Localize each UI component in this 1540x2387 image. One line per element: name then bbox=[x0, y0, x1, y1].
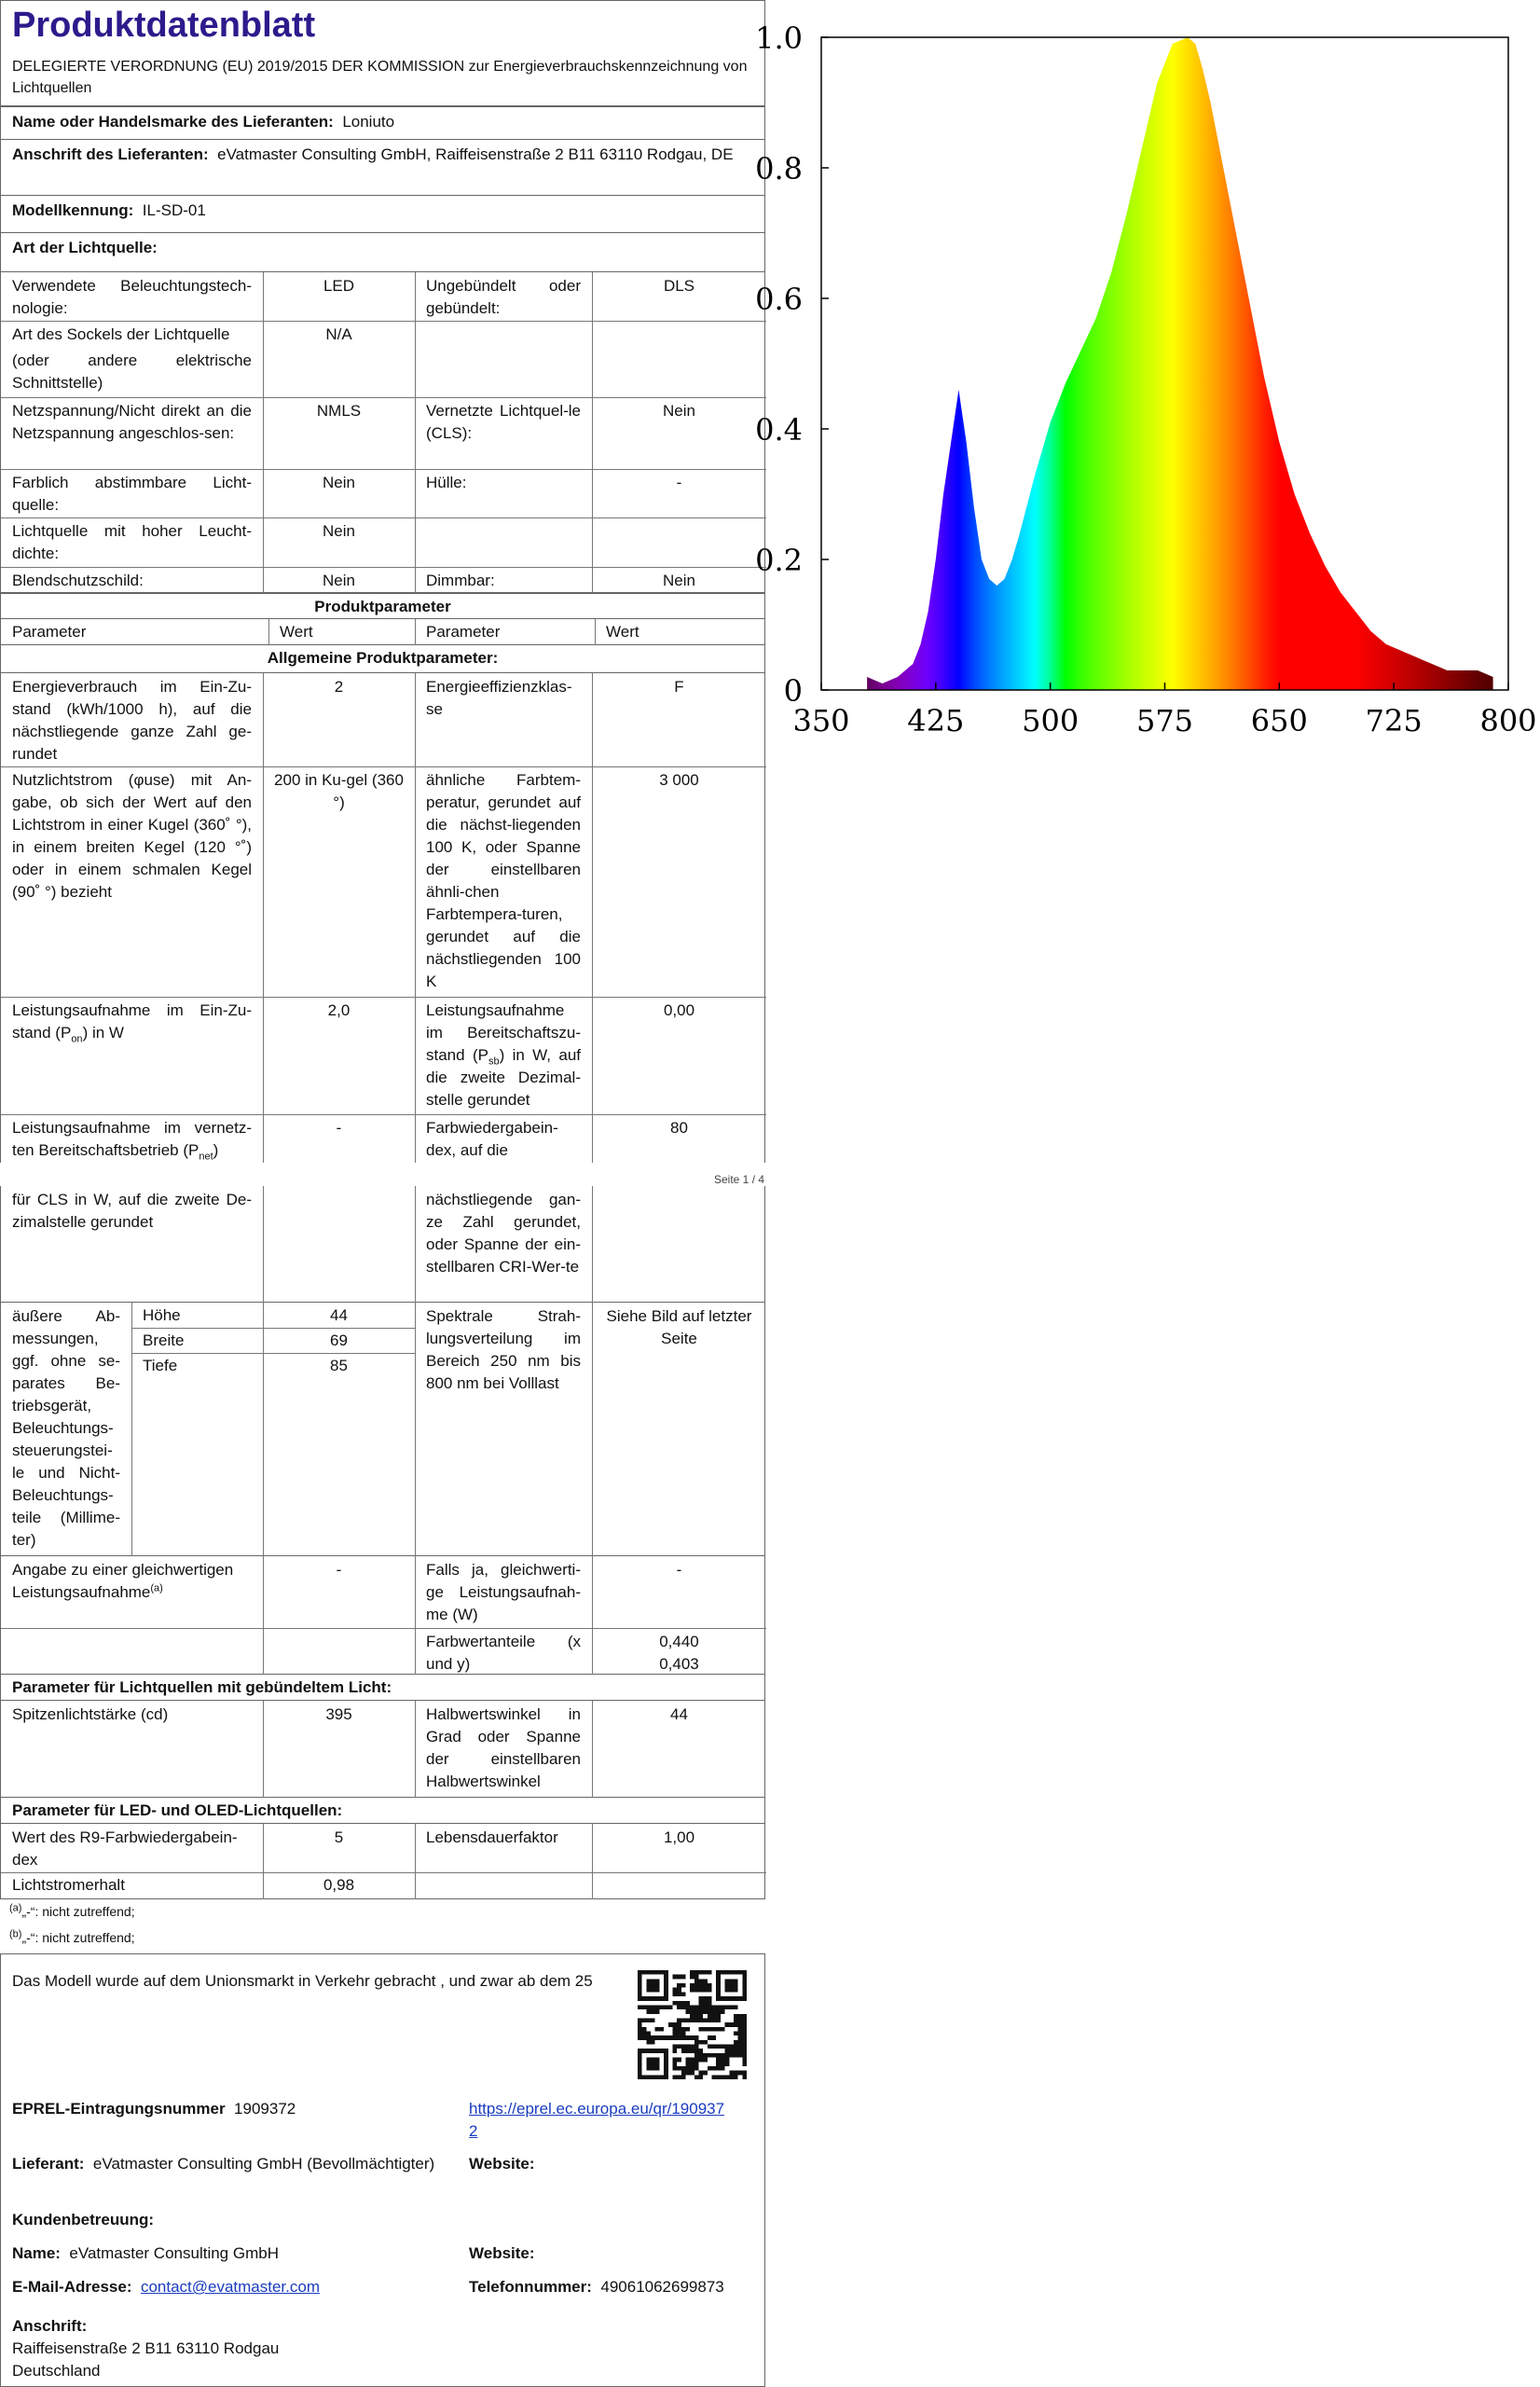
general-grid bbox=[0, 673, 765, 1163]
y-tick-label: 0.4 bbox=[755, 412, 803, 448]
energy-label: Energieverbrauch im Ein-Zu-stand (kWh/1000 h), auf die nächstliegende ganze Zahl ge-rundet bbox=[12, 678, 252, 763]
spectrum-chart bbox=[755, 0, 1540, 765]
directional-heading-row bbox=[0, 1675, 765, 1701]
regulation-box bbox=[0, 56, 765, 106]
lieferant-value: eVatmaster Consulting GmbH (Bevollmächtigter) bbox=[92, 2155, 435, 2173]
col-value-2: Wert bbox=[606, 623, 639, 641]
flux-value: 200 in Ku-gel (360 °) bbox=[274, 771, 404, 811]
eprel-link[interactable]: https://eprel.ec.europa.eu/qr/1909372 bbox=[469, 2100, 725, 2140]
product-params-row bbox=[0, 593, 765, 619]
psb-label: Leistungsaufnahme im Bereitschaftszu-stand $(P_{sb})$ in W, auf die zweite Dezimal-stelle gerundet bbox=[426, 1001, 582, 1109]
directional-heading: Parameter für Lichtquellen mit gebündeltem Licht: bbox=[12, 1678, 392, 1696]
footnote-b: $^{(b)}$„-“: nicht zutreffend; bbox=[9, 1928, 135, 1945]
equiv-value: - bbox=[336, 1561, 342, 1579]
kundenbetreuung-label: Kundenbetreuung: bbox=[12, 2211, 155, 2228]
led-heading-row bbox=[0, 1798, 765, 1824]
spectrum-value: Siehe Bild auf letzter Seite bbox=[606, 1307, 752, 1347]
r9-label: Wert des R9-Farbwiedergabein-dex bbox=[12, 1828, 238, 1869]
directional-value: DLS bbox=[663, 277, 695, 295]
r9-value: 5 bbox=[334, 1828, 344, 1846]
mains-label: Netzspannung/Nicht direkt an die Netzspannung angeschlos-sen: bbox=[12, 402, 252, 442]
cls-label: Vernetzte Lichtquel-le (CLS): bbox=[426, 402, 581, 442]
dimmable-value: Nein bbox=[663, 572, 695, 589]
height-value: 44 bbox=[330, 1306, 348, 1324]
document-title: Produktdatenblatt bbox=[12, 6, 316, 45]
cap-label: Art des Sockels der Lichtquelle bbox=[12, 325, 230, 343]
x-tick-label: 800 bbox=[1479, 703, 1537, 738]
title-box bbox=[0, 0, 765, 56]
cap-label-b: (oder andere elektrische Schnittstelle) bbox=[12, 352, 252, 392]
hl-value: Nein bbox=[323, 522, 355, 540]
eprel-row: EPREL-Eintragungsnummer 1909372 bbox=[12, 2100, 296, 2118]
supplier-row bbox=[0, 106, 765, 140]
survival-label: Lebensdauerfaktor bbox=[426, 1828, 558, 1846]
x-tick-label: 350 bbox=[792, 703, 850, 738]
hl-label: Lichtquelle mit hoher Leucht-dichte: bbox=[12, 522, 252, 562]
depth-value: 85 bbox=[330, 1357, 348, 1374]
equiv-label: Angabe zu einer gleichwertigen Leistungsaufnahme$^{(a)}$ bbox=[12, 1561, 234, 1601]
equiv-power-label: Falls ja, gleichwerti-ge Leistungsaufnah-me (W) bbox=[426, 1561, 581, 1623]
name-value: eVatmaster Consulting GmbH bbox=[69, 2244, 279, 2262]
y-tick-label: 0.2 bbox=[755, 543, 803, 578]
dimmable-label: Dimmbar: bbox=[426, 572, 495, 589]
survival-value: 1,00 bbox=[663, 1828, 695, 1846]
dimensions-label: äußere Ab-messungen, ggf. ohne se-parates Be-triebsgerät, Beleuchtungs-steuerungstei-le und Nicht-Beleuchtungs-teile (Millime-ter) bbox=[12, 1307, 120, 1549]
eprel-number: 1909372 bbox=[234, 2100, 296, 2118]
beam-angle-label: Halbwertswinkel in Grad oder Spanne der einstellbaren Halbwertswinkel bbox=[426, 1705, 581, 1790]
peak-intensity-value: 395 bbox=[325, 1705, 352, 1723]
website-label-2: Website: bbox=[469, 2244, 535, 2262]
phone-value: 49061062699873 bbox=[600, 2278, 724, 2296]
equiv-grid bbox=[0, 1556, 765, 1675]
chromaticity-y: 0,403 bbox=[659, 1655, 699, 1673]
cri-label: Farbwiedergabein-dex, auf die bbox=[426, 1119, 558, 1159]
address-value: eVatmaster Consulting GmbH, Raiffeisenstraße 2 B11 63110 Rodgau, DE bbox=[217, 145, 734, 163]
x-tick-label: 725 bbox=[1365, 703, 1423, 738]
depth-label: Tiefe bbox=[143, 1357, 178, 1374]
beam-angle-value: 44 bbox=[670, 1705, 688, 1723]
type-heading: Art der Lichtquelle: bbox=[12, 239, 158, 256]
supplier-value: Loniuto bbox=[342, 113, 395, 131]
x-tick-label: 500 bbox=[1022, 703, 1079, 738]
cri-value: 80 bbox=[670, 1119, 688, 1137]
general-heading: Allgemeine Produktparameter: bbox=[267, 649, 499, 667]
pon-value: 2,0 bbox=[327, 1001, 351, 1019]
chromaticity-x: 0,440 bbox=[659, 1633, 699, 1650]
y-tick-label: 0 bbox=[783, 673, 803, 709]
cct-value: 3 000 bbox=[659, 771, 699, 789]
x-tick-label: 425 bbox=[907, 703, 965, 738]
y-tick-label: 0.6 bbox=[755, 282, 803, 317]
lumen-maint-label: Lichtstromerhalt bbox=[12, 1876, 125, 1894]
model-label: Modellkennung: bbox=[12, 201, 134, 219]
spectrum-label: Spektrale Strah-lungsverteilung im Bereich 250 nm bis 800 nm bei Volllast bbox=[426, 1307, 581, 1392]
y-tick-label: 0.8 bbox=[755, 151, 803, 186]
pnet-label: Leistungsaufnahme im vernetz-ten Bereitschaftsbetrieb $(P_{net})$ bbox=[12, 1119, 252, 1163]
tech-label: Verwendete Beleuchtungstech-nologie: bbox=[12, 277, 252, 317]
flux-label: Nutzlichtstrom (φuse) mit An-gabe, ob sich der Wert auf den Lichtstrom in einer Kugel (360˚ °), in einem breiten Kegel (120 °˚) oder in einem schmalen Kegel (90˚ °) bezieht bbox=[12, 771, 252, 901]
general-heading-row bbox=[0, 645, 765, 673]
envelope-value: - bbox=[676, 474, 682, 491]
eclass-label: Energieeffizienzklas-se bbox=[426, 678, 572, 718]
phone-row: Telefonnummer: 49061062699873 bbox=[469, 2278, 724, 2296]
type-heading-row bbox=[0, 233, 765, 272]
market-text: Das Modell wurde auf dem Unionsmarkt in Verkehr gebracht , und zwar ab dem 25 bbox=[12, 1972, 593, 1990]
email-row: E-Mail-Adresse: contact@evatmaster.com bbox=[12, 2278, 320, 2296]
psb-value: 0,00 bbox=[663, 1001, 695, 1019]
anschrift-line-2: Deutschland bbox=[12, 2362, 101, 2380]
website-label: Website: bbox=[469, 2155, 535, 2173]
anschrift-label: Anschrift: bbox=[12, 2317, 88, 2335]
cri-label-cont: nächstliegende gan-ze Zahl gerundet, oder Spanne der ein-stellbaren CRI-Wer-te bbox=[426, 1191, 581, 1276]
energy-value: 2 bbox=[334, 678, 344, 696]
anschrift-line-1: Raiffeisenstraße 2 B11 63110 Rodgau bbox=[12, 2339, 280, 2357]
regulation-text: DELEGIERTE VERORDNUNG (EU) 2019/2015 DER KOMMISSION zur Energieverbrauchskennzeichnung von Lichtquellen bbox=[12, 59, 748, 96]
lumen-maint-value: 0,98 bbox=[323, 1876, 355, 1894]
cap-value: N/A bbox=[325, 325, 352, 343]
pon-label: Leistungsaufnahme im Ein-Zu-stand $(P_{on})$ in W bbox=[12, 1001, 252, 1045]
y-tick-label: 1.0 bbox=[755, 21, 803, 56]
product-params-heading: Produktparameter bbox=[314, 598, 451, 615]
email-link[interactable]: contact@evatmaster.com bbox=[140, 2278, 320, 2296]
address-row bbox=[0, 140, 765, 196]
page-number: Seite 1 / 4 bbox=[714, 1173, 765, 1186]
cct-label: ähnliche Farbtem-peratur, gerundet auf die nächst-liegenden 100 K, oder Spanne der einstellbaren ähnli-chen Farbtempera-turen, gerundet auf die nächstliegenden 100 K bbox=[426, 771, 581, 990]
tunable-value: Nein bbox=[323, 474, 355, 491]
width-value: 69 bbox=[330, 1331, 348, 1349]
tech-value: LED bbox=[323, 277, 355, 295]
led-grid bbox=[0, 1824, 765, 1899]
mains-value: NMLS bbox=[316, 402, 362, 420]
col-value-1: Wert bbox=[280, 623, 313, 641]
col-header-row bbox=[0, 619, 765, 645]
x-tick-label: 650 bbox=[1250, 703, 1308, 738]
led-heading: Parameter für LED- und OLED-Lichtquellen: bbox=[12, 1801, 343, 1819]
tunable-label: Farblich abstimmbare Licht-quelle: bbox=[12, 474, 252, 514]
type-grid bbox=[0, 272, 765, 593]
x-tick-label: 575 bbox=[1135, 703, 1194, 738]
directional-grid bbox=[0, 1701, 765, 1798]
eclass-value: F bbox=[674, 678, 684, 696]
pnet-value: - bbox=[336, 1119, 342, 1137]
envelope-label: Hülle: bbox=[426, 474, 467, 491]
equiv-power-value: - bbox=[676, 1561, 682, 1579]
cls-value: Nein bbox=[663, 402, 695, 420]
peak-intensity-label: Spitzenlichtstärke (cd) bbox=[12, 1705, 169, 1723]
model-value: IL-SD-01 bbox=[142, 201, 206, 219]
cont-grid-1 bbox=[0, 1186, 765, 1303]
glare-label: Blendschutzschild: bbox=[12, 572, 144, 589]
name-row: Name: eVatmaster Consulting GmbH bbox=[12, 2244, 279, 2262]
supplier-label: Name oder Handelsmarke des Lieferanten: bbox=[12, 113, 334, 131]
glare-value: Nein bbox=[323, 572, 355, 589]
footnote-a: $^{(a)}$„-“: nicht zutreffend; bbox=[9, 1902, 135, 1919]
address-label: Anschrift des Lieferanten: bbox=[12, 145, 209, 163]
chromaticity-label: Farbwertanteile (x und y) bbox=[426, 1633, 581, 1673]
lieferant-row: Lieferant: eVatmaster Consulting GmbH (Bevollmächtigter) bbox=[12, 2155, 435, 2173]
model-row bbox=[0, 196, 765, 233]
qr-code-icon[interactable] bbox=[638, 1970, 747, 2079]
directional-label: Ungebündelt oder gebündelt: bbox=[426, 277, 581, 317]
pnet-label-cont: für CLS in W, auf die zweite De-zimalstelle gerundet bbox=[12, 1191, 252, 1231]
width-label: Breite bbox=[143, 1331, 185, 1349]
col-param-1: Parameter bbox=[12, 623, 87, 641]
col-param-2: Parameter bbox=[426, 623, 501, 641]
height-label: Höhe bbox=[143, 1306, 181, 1324]
dimensions-grid bbox=[0, 1303, 765, 1556]
